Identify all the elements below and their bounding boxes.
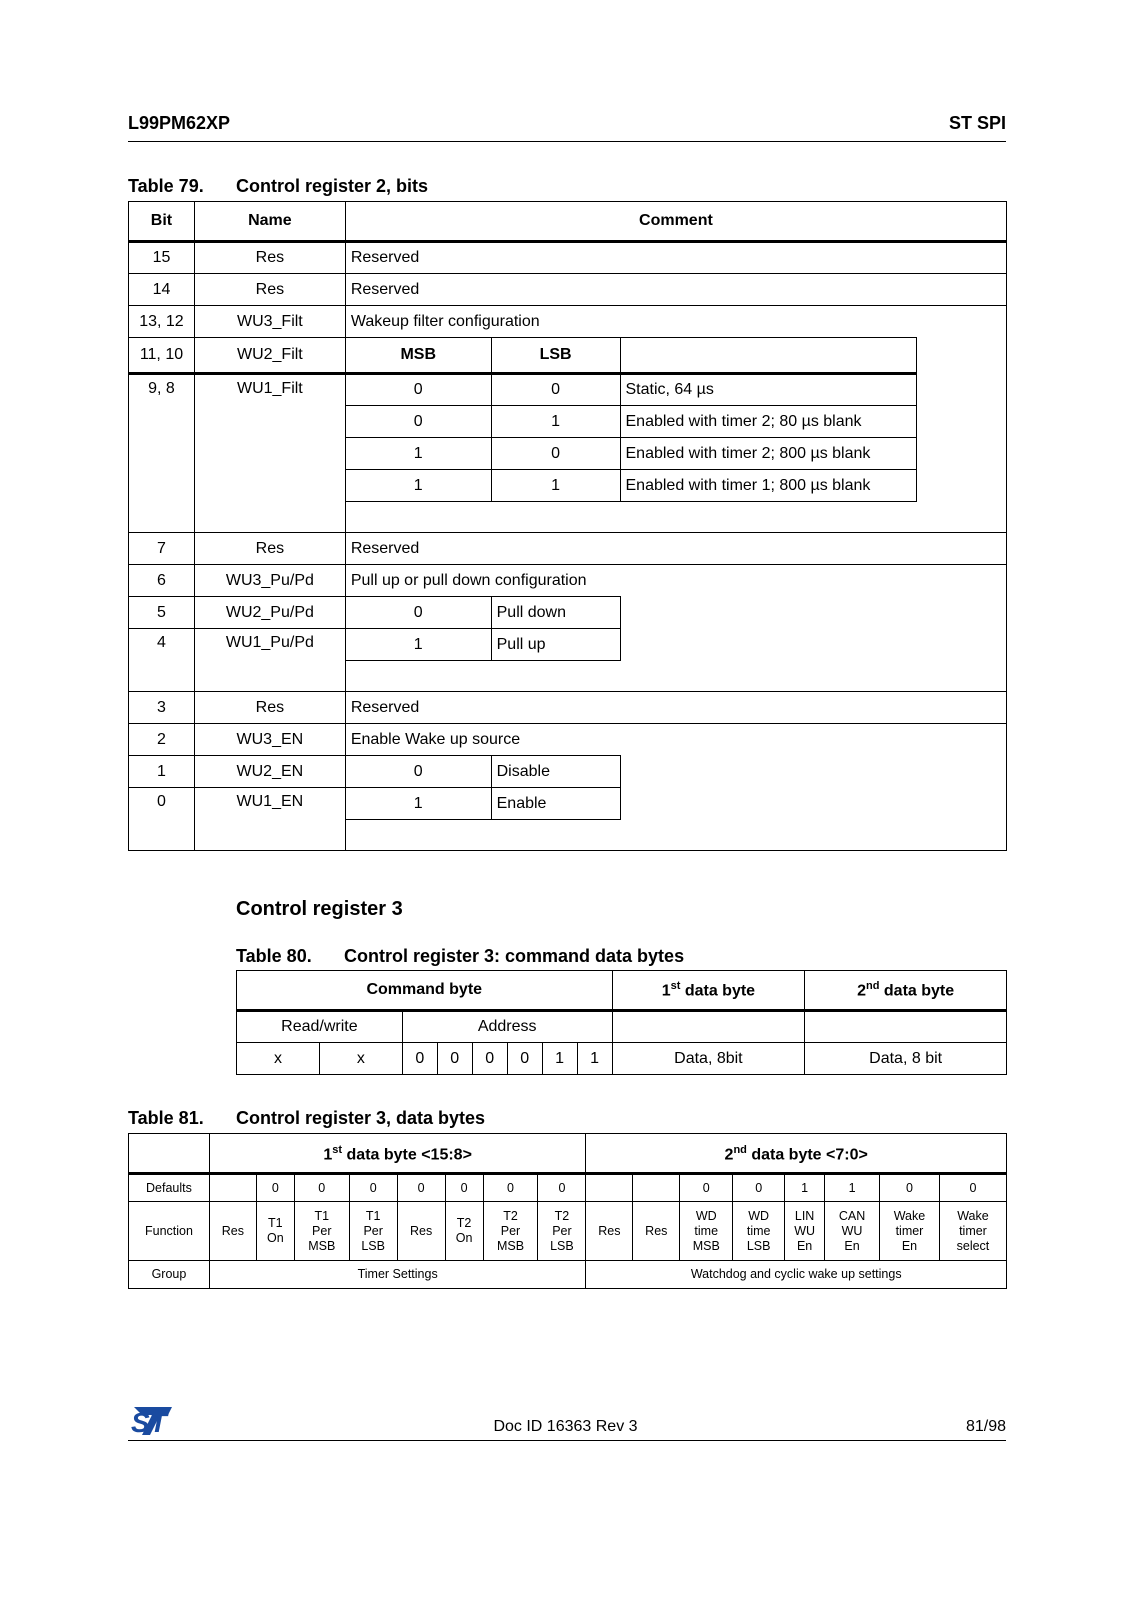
group-row [129, 1261, 1007, 1289]
func-cell [349, 1202, 397, 1261]
en-spacer [620, 756, 1007, 820]
default-cell: 0 [733, 1174, 785, 1202]
empty-cell [805, 1011, 1007, 1043]
filter-lsb: 0 [491, 374, 620, 406]
bit-cell: 13, 12 [129, 306, 195, 338]
name-cell: WU2_EN [194, 756, 345, 788]
default-cell: 1 [825, 1174, 880, 1202]
filter-lsb: 1 [491, 406, 620, 438]
filter-lsb: 1 [491, 470, 620, 502]
func-cell [825, 1202, 880, 1261]
func-cell [633, 1202, 680, 1261]
en-bottom-spacer [345, 820, 1006, 851]
default-cell: 0 [483, 1174, 538, 1202]
func-line: MSB [308, 1238, 336, 1253]
filter-spacer [917, 374, 1007, 502]
func-line: Per [312, 1223, 332, 1238]
table-row [129, 306, 1007, 338]
table79-caption-number: Table 79. [128, 176, 204, 196]
table81-caption-number: Table 81. [128, 1108, 204, 1128]
addr-bit: 0 [472, 1043, 507, 1075]
func-line: En [844, 1238, 860, 1253]
default-cell: 0 [397, 1174, 445, 1202]
table80-caption-number: Table 80. [236, 946, 312, 966]
default-cell [586, 1174, 633, 1202]
rw-bit: x [237, 1043, 320, 1075]
func-line: WD [748, 1208, 770, 1223]
func-line: Per [500, 1223, 521, 1238]
bit-cell: 0 [129, 788, 195, 851]
pupd-desc: Pull down [491, 597, 620, 629]
default-cell [633, 1174, 680, 1202]
name-cell: WU3_Filt [194, 306, 345, 338]
func-line: T2 [503, 1208, 518, 1223]
table80-caption-title: Control register 3: command data bytes [344, 946, 685, 966]
addr-bit: 1 [577, 1043, 612, 1075]
default-cell: 0 [939, 1174, 1006, 1202]
func-cell [256, 1202, 294, 1261]
comment-cell: Reserved [345, 692, 1006, 724]
func-line: WD [695, 1208, 717, 1223]
func-line: LIN [794, 1208, 815, 1223]
group-watchdog-settings: Watchdog and cyclic wake up settings [586, 1261, 1007, 1289]
addr-bit: 1 [542, 1043, 577, 1075]
default-cell: 0 [256, 1174, 294, 1202]
filter-lsb-header: LSB [491, 338, 620, 374]
func-line: time [746, 1223, 771, 1238]
func-cell [880, 1202, 940, 1261]
defaults-label: Defaults [129, 1174, 210, 1202]
func-line: time [694, 1223, 719, 1238]
filter-msb: 0 [345, 406, 491, 438]
name-cell: Res [194, 692, 345, 724]
name-cell: Res [194, 533, 345, 565]
table-row [237, 1011, 1007, 1043]
func-cell [680, 1202, 733, 1261]
footer-rule [128, 1440, 1006, 1441]
table-row [129, 374, 1007, 406]
first-byte-text: data byte <15:8> [342, 1146, 472, 1164]
func-line: LSB [361, 1238, 385, 1253]
table-row [129, 565, 1007, 597]
table79-header-comment: Comment [345, 202, 1006, 242]
bit-cell: 9, 8 [129, 374, 195, 533]
func-line: WU [794, 1223, 816, 1238]
address-label: Address [402, 1011, 612, 1043]
table-row [129, 338, 1007, 374]
comment-cell: Wakeup filter configuration [345, 306, 1006, 338]
first-data-byte-text: data byte [680, 982, 756, 1000]
func-cell [294, 1202, 349, 1261]
filter-desc: Enabled with timer 2; 80 µs blank [620, 406, 917, 438]
func-line: MSB [496, 1238, 525, 1253]
second-data-byte-sup: nd [866, 979, 880, 992]
filter-msb: 1 [345, 470, 491, 502]
footer-page-number: 81/98 [965, 1418, 1006, 1435]
bit-cell: 1 [129, 756, 195, 788]
table-row [129, 597, 1007, 629]
default-cell: 0 [445, 1174, 483, 1202]
func-line: timer [959, 1223, 987, 1238]
pupd-value: 1 [345, 629, 491, 661]
func-line: Wake [957, 1208, 989, 1223]
func-line: MSB [692, 1238, 720, 1253]
bit-cell: 2 [129, 724, 195, 756]
func-cell [785, 1202, 825, 1261]
first-byte-sup: st [332, 1144, 343, 1157]
filter-msb-header: MSB [345, 338, 491, 374]
pupd-desc: Pull up [491, 629, 620, 661]
table81-caption-title: Control register 3, data bytes [236, 1108, 486, 1128]
func-line: Wake [893, 1208, 926, 1223]
bit-cell: 5 [129, 597, 195, 629]
comment-cell: Reserved [345, 274, 1006, 306]
header-rule [128, 141, 1006, 142]
func-line: T2 [554, 1208, 570, 1223]
command-byte-header: Command byte [237, 971, 613, 1011]
func-line: WU [841, 1223, 863, 1238]
table-row [129, 724, 1007, 756]
en-value: 0 [345, 756, 491, 788]
table-row [129, 756, 1007, 788]
func-line: On [266, 1231, 284, 1245]
table80 [236, 970, 1007, 1075]
first-byte-header [209, 1134, 585, 1174]
name-cell: WU3_EN [194, 724, 345, 756]
default-cell: 0 [294, 1174, 349, 1202]
pupd-value: 0 [345, 597, 491, 629]
name-cell: Res [194, 274, 345, 306]
func-cell [586, 1202, 633, 1261]
bit-cell: 4 [129, 629, 195, 692]
st-logo-text: ST [131, 1407, 167, 1436]
comment-cell: Pull up or pull down configuration [345, 565, 1006, 597]
func-cell [733, 1202, 785, 1261]
pupd-spacer [620, 597, 1007, 661]
doc-part-number: L99PM62XP [128, 113, 231, 133]
en-desc: Enable [491, 788, 620, 820]
func-line: En [901, 1238, 918, 1253]
data2-cell: Data, 8 bit [805, 1043, 1007, 1075]
name-cell: WU1_EN [194, 788, 345, 851]
func-line: T1 [268, 1216, 283, 1230]
func-line: Per [363, 1223, 383, 1238]
bit-cell: 6 [129, 565, 195, 597]
comment-cell: Reserved [345, 533, 1006, 565]
first-data-byte-header [612, 971, 805, 1011]
func-line: T1 [314, 1208, 330, 1223]
footer-doc-id: Doc ID 16363 Rev 3 [493, 1418, 638, 1435]
comment-cell: Enable Wake up source [345, 724, 1006, 756]
func-cell [939, 1202, 1006, 1261]
table-row [129, 692, 1007, 724]
second-byte-text: data byte <7:0> [746, 1146, 868, 1164]
name-cell: WU3_Pu/Pd [194, 565, 345, 597]
func-line: On [455, 1231, 473, 1245]
table80-caption [236, 946, 684, 967]
group-label: Group [129, 1261, 210, 1289]
table81 [128, 1133, 1007, 1289]
default-cell [209, 1174, 256, 1202]
first-data-byte-sup: st [670, 979, 681, 992]
filter-desc-header [620, 338, 917, 374]
default-cell: 1 [785, 1174, 825, 1202]
bit-cell: 7 [129, 533, 195, 565]
bit-cell: 15 [129, 242, 195, 274]
read-write-label: Read/write [237, 1011, 403, 1043]
empty-cell [612, 1011, 805, 1043]
table79 [128, 201, 1007, 851]
en-desc: Disable [491, 756, 620, 788]
table-row [129, 533, 1007, 565]
func-cell [483, 1202, 538, 1261]
group-timer-settings: Timer Settings [209, 1261, 585, 1289]
table81-caption [128, 1108, 485, 1129]
func-line: timer [895, 1223, 924, 1238]
func-line: Res [221, 1223, 244, 1238]
default-cell: 0 [680, 1174, 733, 1202]
second-data-byte-num: 2 [857, 982, 866, 1000]
second-byte-num: 2 [724, 1146, 734, 1164]
doc-section-name: ST SPI [948, 113, 1006, 133]
pupd-bottom-spacer [345, 661, 1006, 692]
rw-bit: x [319, 1043, 402, 1075]
default-cell: 0 [880, 1174, 940, 1202]
table-row [129, 242, 1007, 274]
second-byte-header [586, 1134, 1007, 1174]
comment-cell: Reserved [345, 242, 1006, 274]
table-row [237, 1043, 1007, 1075]
defaults-row [129, 1174, 1007, 1202]
func-line: T2 [456, 1216, 472, 1230]
filter-desc: Static, 64 µs [620, 374, 917, 406]
table-row [129, 274, 1007, 306]
en-value: 1 [345, 788, 491, 820]
func-cell [538, 1202, 586, 1261]
table79-caption [128, 176, 428, 197]
first-byte-num: 1 [323, 1146, 333, 1164]
second-byte-sup: nd [733, 1144, 747, 1157]
second-data-byte-header [805, 971, 1007, 1011]
filter-spacer [917, 338, 1007, 374]
filter-bottom-spacer [345, 502, 1006, 533]
default-cell: 0 [349, 1174, 397, 1202]
table79-caption-title: Control register 2, bits [236, 176, 429, 196]
name-cell: WU2_Pu/Pd [194, 597, 345, 629]
addr-bit: 0 [507, 1043, 542, 1075]
func-line: En [796, 1238, 813, 1253]
default-cell: 0 [538, 1174, 586, 1202]
bit-cell: 14 [129, 274, 195, 306]
func-line: Res [598, 1223, 621, 1238]
name-cell: WU1_Filt [194, 374, 345, 533]
func-line: select [956, 1238, 990, 1253]
function-label: Function [129, 1202, 210, 1261]
second-data-byte-text: data byte [879, 982, 955, 1000]
filter-msb: 1 [345, 438, 491, 470]
table79-header-name: Name [194, 202, 345, 242]
corner-cell [129, 1134, 210, 1174]
func-line: LSB [550, 1238, 574, 1253]
func-line: Res [410, 1223, 433, 1238]
data1-cell: Data, 8bit [612, 1043, 805, 1075]
func-cell [209, 1202, 256, 1261]
addr-bit: 0 [402, 1043, 437, 1075]
name-cell: WU1_Pu/Pd [194, 629, 345, 692]
func-line: T1 [365, 1208, 381, 1223]
filter-msb: 0 [345, 374, 491, 406]
filter-lsb: 0 [491, 438, 620, 470]
func-cell [397, 1202, 445, 1261]
first-data-byte-num: 1 [661, 982, 671, 1000]
bit-cell: 3 [129, 692, 195, 724]
name-cell: Res [194, 242, 345, 274]
func-line: LSB [746, 1238, 771, 1253]
section-title: Control register 3 [236, 898, 403, 920]
table79-header-bit: Bit [129, 202, 195, 242]
filter-desc: Enabled with timer 2; 800 µs blank [620, 438, 917, 470]
bit-cell: 11, 10 [129, 338, 195, 374]
addr-bit: 0 [437, 1043, 472, 1075]
filter-desc: Enabled with timer 1; 800 µs blank [620, 470, 917, 502]
function-row [129, 1202, 1007, 1261]
func-cell [445, 1202, 483, 1261]
func-line: Per [552, 1223, 572, 1238]
name-cell: WU2_Filt [194, 338, 345, 374]
func-line: CAN [838, 1208, 866, 1223]
func-line: Res [645, 1223, 668, 1238]
